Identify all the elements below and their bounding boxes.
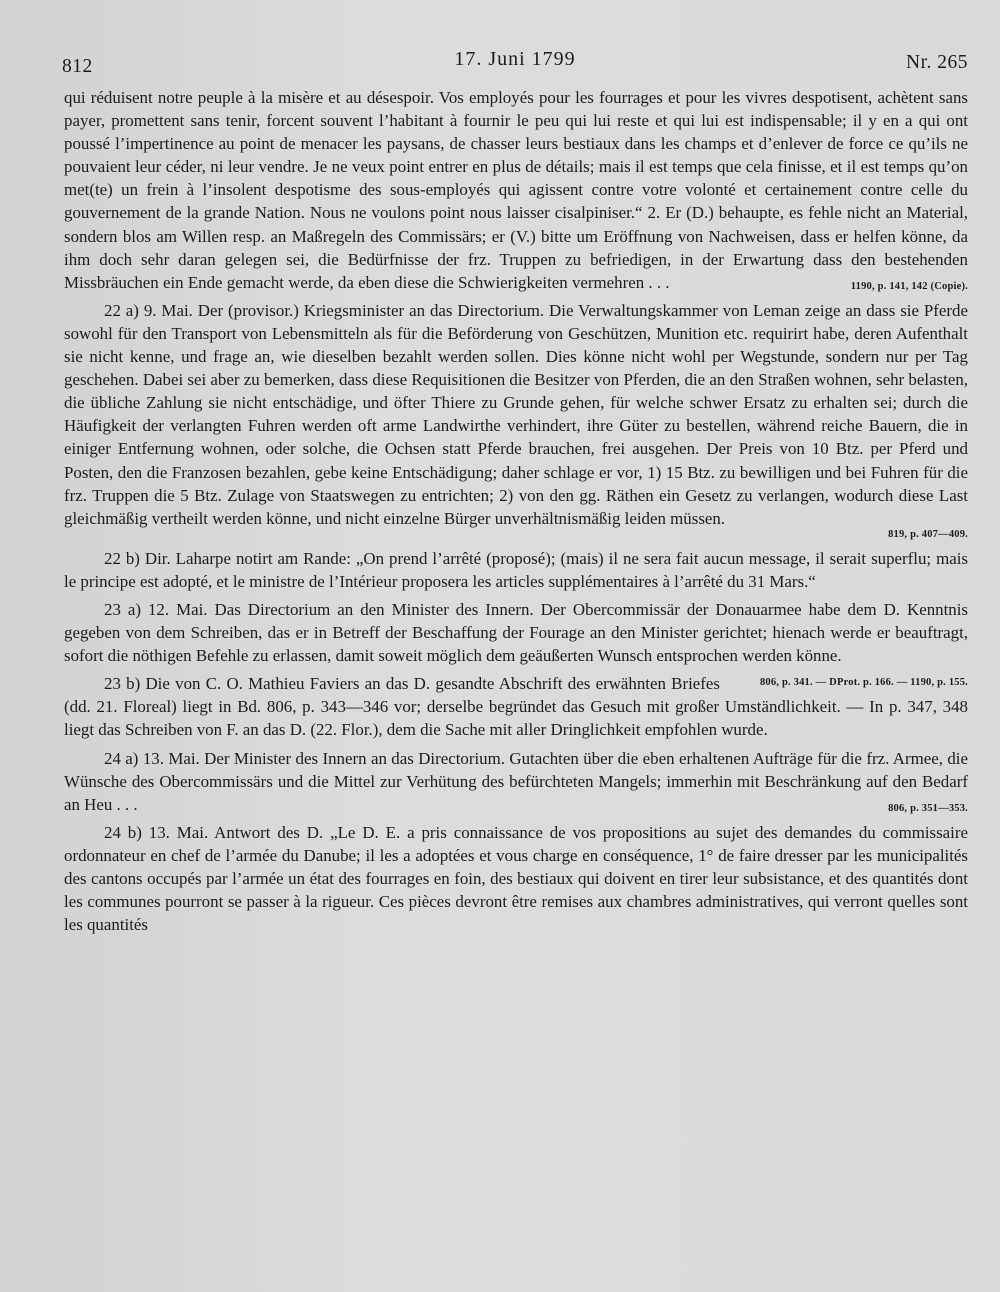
paragraph-24b xyxy=(64,821,968,936)
paragraph-24a xyxy=(64,747,968,816)
source-reference: 1190, p. 141, 142 (Copie). xyxy=(850,280,968,292)
page-number: 812 xyxy=(62,56,93,77)
paragraph-22a xyxy=(64,299,968,542)
document-body xyxy=(64,86,968,936)
paragraph-text: 24 a) 13. Mai. Der Minister des Innern an das Directorium. Gutachten über die eben erhaltenen Aufträge für die frz. Armee, die Wünsche des Obercommissärs und die Mittel zur Verhütung des befürchteten Mangels; immerhin mit Beschränkung auf den Bedarf an Heu . . . xyxy=(64,748,968,814)
source-reference: 806, p. 351—353. xyxy=(888,802,968,814)
paragraph-text: 22 a) 9. Mai. Der (provisor.) Kriegsminister an das Directorium. Die Verwaltungskammer von Leman zeige an dass sie Pferde sowohl für den Transport von Lebensmitteln als für die Beförderung von Geschützen, Munition etc. requirirt habe, deren Aufenthalt sie nicht kenne, und frage an, wie dieselben bezahlt werden sollen. Dies könne nicht wohl per Wegstunde, sondern nur per Tag geschehen. Dabei sei aber zu bemerken, dass diese Requisitionen die Besitzer von Pferden, die an den Straßen wohnen, sehr belasten, die übliche Zahlung sie nicht entschädige, und öfter Thiere zu Grunde gehen, für welche schwer Ersatz zu erhalten sei; durch die Häufigkeit der verlangten Fuhren werden oft arme Landwirthe verhindert, ihre Güter zu bestellen, während reiche Bauern, die in einiger Entfernung wohnen, oder solche, die Ochsen statt Pferde brauchen, frei ausgehen. Der Preis von 10 Btz. per Pferd und Posten, den die Franzosen bezahlen, gebe keine Entschädigung; daher schlage er vor, 1) 15 Btz. zu bewilligen und bei Fuhren für die frz. Truppen die 5 Btz. Zulage von Staatswegen zu entrichten; 2) von den gg. Räthen ein Gesetz zu verlangen, wodurch diese Last gleichmäßig vertheilt werden könne, und nicht einzelne Bürger unverhältnismäßig leiden müssen. xyxy=(64,300,968,528)
page-header xyxy=(62,48,968,78)
paragraph-text: 24 b) 13. Mai. Antwort des D. „Le D. E. a pris connaissance de vos propositions au sujet des demandes du commissaire ordonnateur en chef de l’armée du Danube; il les a adoptées et vous charge en conséquence, 1° de faire dresser par les municipalités des cantons occupés par l’armée un état des fourrages en foin, des bestiaux qui doivent en tirer leur subsistance, et des quantités dont les communes pourront se passer à la rigueur. Ces pièces devront être remises aux chambres administratives, qui verront quelles sont les quantités xyxy=(64,822,968,935)
document-number: Nr. 265 xyxy=(906,52,968,73)
paragraph-23a xyxy=(64,598,968,689)
paragraph-text: 23 b) Die von C. O. Mathieu Faviers an das D. gesandte Abschrift des erwähnten Briefes (dd. 21. Floreal) liegt in Bd. 806, p. 343—346 vor; derselbe begründet das Gesuch mit großer Umständlichkeit. — In p. 347, 348 liegt das Schreiben von F. an das D. (22. Flor.), dem die Sache mit aller Dringlichkeit empfohlen wurde. xyxy=(64,674,968,740)
paragraph-text: 23 a) 12. Mai. Das Directorium an den Minister des Innern. Der Obercommissär der Donauarmee habe dem D. Kenntnis gegeben von dem Schreiben, das er in Betreff der Beschaffung der Fourage an den Minister gerichtet; hienach werde er beauftragt, sofort die nöthigen Befehle zu erlassen, damit soweit möglich dem geäußerten Wunsch entsprochen werden könne. xyxy=(64,599,968,666)
paragraph-continuation xyxy=(64,86,968,294)
header-date: 17. Juni 1799 xyxy=(454,48,576,70)
paragraph-22b xyxy=(64,547,968,593)
source-reference: 806, p. 341. — DProt. p. 166. — 1190, p. 155. xyxy=(759,677,968,689)
paragraph-text: 22 b) Dir. Laharpe notirt am Rande: „On prend l’arrêté (proposé); (mais) il ne sera fait aucun message, il serait superflu; mais le principe est adopté, et le ministre de l’Intérieur proposera les articles supplémentaires à l’arrêté du 31 Mars.“ xyxy=(64,548,968,591)
paragraph-text: qui réduisent notre peuple à la misère et au désespoir. Vos employés pour les fourrages et pour les vivres despotisent, achètent sans payer, promettent sans tenir, forcent souvent l’habitant à fournir le peu qui lui reste et qui lui est indispensable; il y en a qui ont poussé l’impertinence au point de menacer les paysans, de chasser leurs bestiaux dans les champs et d’enlever de force ce qu’ils ne pouvaient leur céder, ni leur vendre. Je ne veux point entrer en plus de détails; mais il est temps que cela finisse, et il est temps qu’on met(te) un frein à l’insolent despotisme des sous-employés qui agissent contre votre volonté et certainement contre celle du gouvernement de la grande Nation. Nous ne voulons point nous laisser cisalpiniser.“ 2. Er (D.) behaupte, es fehle nicht an Material, sondern blos am Willen resp. an Maßregeln des Commissärs; er (V.) bitte um Eröffnung von Nachweisen, dass er helfen könne, da ihm doch sehr daran gelegen sei, die Bedürfnisse der frz. Truppen zu befriedigen, in der Erwartung dass den bestehenden Missbräuchen ein Ende gemacht werde, da eben diese die Schwierigkeiten vermehren . . . xyxy=(64,88,968,292)
source-reference: 819, p. 407—409. xyxy=(888,528,968,540)
